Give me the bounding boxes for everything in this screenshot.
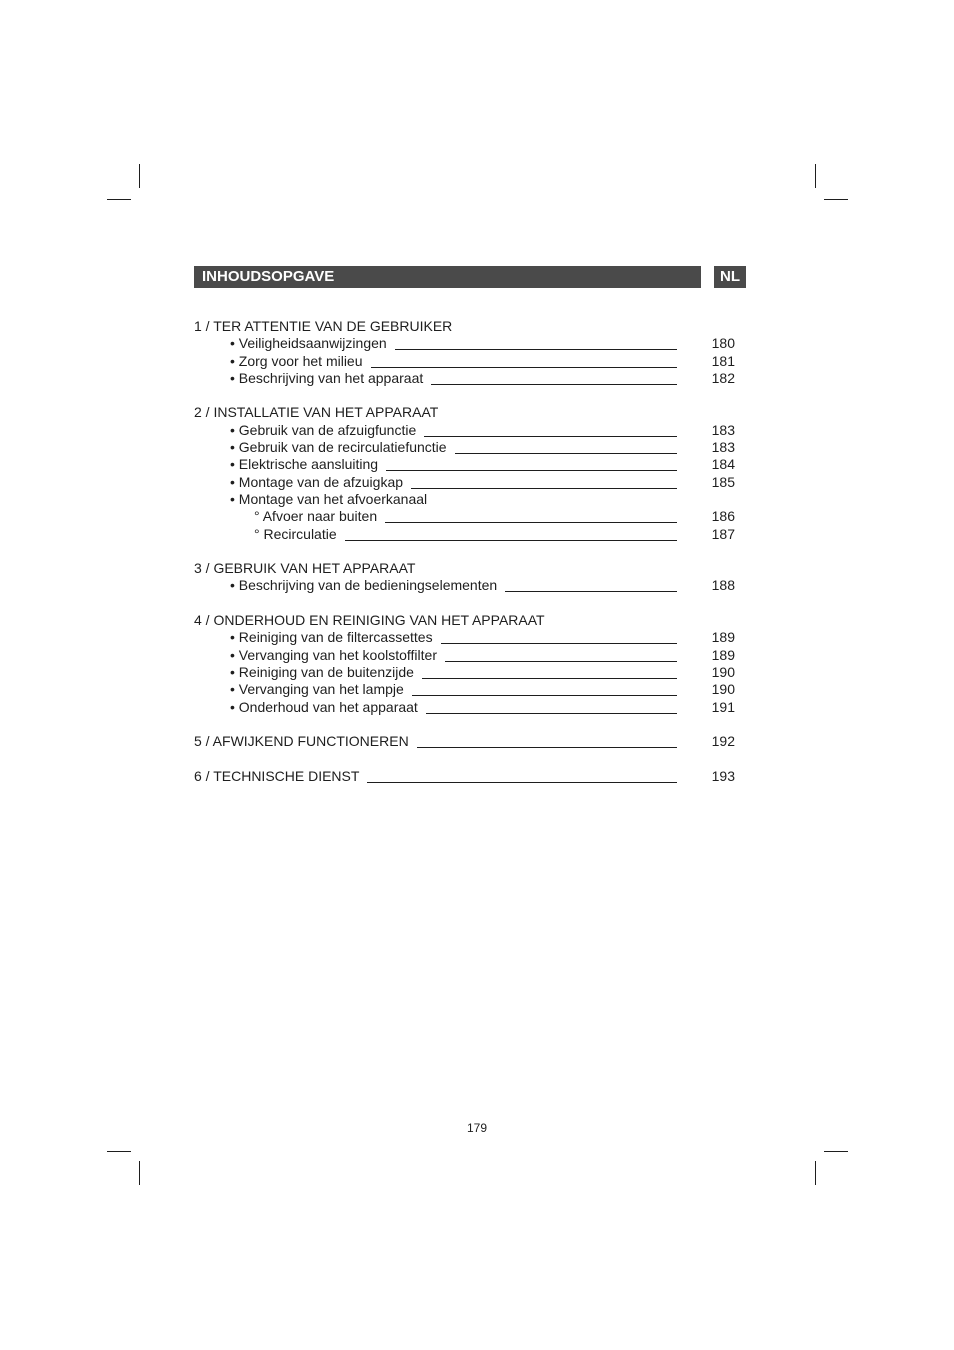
toc-entry[interactable]	[194, 491, 754, 508]
leader-line	[424, 436, 677, 437]
toc-entry[interactable]	[194, 647, 754, 664]
toc-entry-label: • Gebruik van de afzuigfunctie	[230, 421, 417, 438]
toc-entry-label: • Montage van de afzuigkap	[230, 473, 404, 490]
crop-mark	[139, 1161, 140, 1185]
toc-section-title[interactable]: 6 / TECHNISCHE DIENST 193	[194, 767, 735, 784]
leader-line	[411, 488, 677, 489]
toc-entry[interactable]	[194, 699, 754, 716]
leader-line	[386, 470, 677, 471]
toc-entry-label: • Vervanging van het lampje	[230, 681, 404, 698]
toc-entry-page: 187	[711, 525, 735, 542]
toc-entry-label: • Gebruik van de recirculatiefunctie	[230, 439, 447, 456]
toc-entry[interactable]	[194, 456, 754, 473]
toc-entry-label: • Reiniging van de filtercassettes	[230, 629, 433, 646]
toc-section-title[interactable]: 3 / GEBRUIK VAN HET APPARAAT	[194, 560, 416, 577]
toc-header-bar	[194, 266, 701, 288]
toc-section-title[interactable]: 5 / AFWIJKEND FUNCTIONEREN 192	[194, 733, 735, 750]
toc-section-title[interactable]: 4 / ONDERHOUD EN REINIGING VAN HET APPARAAT	[194, 612, 545, 629]
toc-entry-label: • Beschrijving van het apparaat	[230, 369, 424, 386]
toc-entry[interactable]	[194, 681, 754, 698]
toc-entry-page: 180	[711, 335, 735, 352]
leader-line	[395, 349, 677, 350]
crop-mark	[139, 164, 140, 188]
toc-section	[194, 560, 754, 595]
toc-entry-page: 188	[711, 577, 735, 594]
toc-entry-label: • Veiligheidsaanwijzingen	[230, 335, 387, 352]
toc-entry-label: ° Afvoer naar buiten	[254, 508, 378, 525]
page-number: 179	[466, 1121, 488, 1135]
toc-entry-page: 181	[711, 352, 735, 369]
leader-line	[505, 591, 677, 592]
toc-entry-page: 192	[711, 733, 735, 750]
toc-entry[interactable]	[194, 629, 754, 646]
toc-entry-page: 189	[711, 629, 735, 646]
toc-entry-label: • Zorg voor het milieu	[230, 352, 363, 369]
leader-line	[445, 661, 677, 662]
leader-line	[426, 713, 677, 714]
toc-entry-label: • Elektrische aansluiting	[230, 456, 379, 473]
table-of-contents	[194, 318, 754, 802]
toc-entry[interactable]	[194, 664, 754, 681]
leader-line	[371, 367, 677, 368]
toc-entry-label: • Beschrijving van de bedieningselementen	[230, 577, 498, 594]
toc-section	[194, 733, 754, 750]
leader-line	[431, 384, 677, 385]
crop-mark	[815, 164, 816, 188]
toc-entry[interactable]	[194, 335, 754, 352]
toc-entry-label: • Montage van het afvoerkanaal	[230, 490, 428, 507]
leader-line	[345, 540, 677, 541]
toc-entry-label: • Reiniging van de buitenzijde	[230, 663, 414, 680]
leader-line	[367, 782, 677, 783]
crop-mark	[824, 199, 848, 200]
toc-entry[interactable]	[194, 370, 754, 387]
toc-entry-page: 190	[711, 663, 735, 680]
crop-mark	[824, 1151, 848, 1152]
leader-line	[412, 695, 677, 696]
toc-entry-page: 182	[711, 369, 735, 386]
toc-section-title[interactable]: 2 / INSTALLATIE VAN HET APPARAAT	[194, 404, 439, 421]
toc-entry-label: • Vervanging van het koolstoffilter	[230, 646, 437, 663]
toc-entry-page: 184	[711, 456, 735, 473]
toc-section-title[interactable]: 1 / TER ATTENTIE VAN DE GEBRUIKER	[194, 318, 453, 334]
toc-entry-label: ° Recirculatie	[254, 525, 337, 542]
toc-subentry[interactable]	[194, 526, 754, 543]
leader-line	[422, 678, 677, 679]
toc-section	[194, 768, 754, 785]
toc-entry-page: 190	[711, 681, 735, 698]
toc-section	[194, 404, 754, 542]
toc-entry[interactable]	[194, 439, 754, 456]
toc-entry[interactable]	[194, 353, 754, 370]
toc-entry-page: 193	[711, 767, 735, 784]
toc-entry-page: 186	[711, 508, 735, 525]
leader-line	[441, 643, 677, 644]
toc-entry-page: 185	[711, 473, 735, 490]
toc-entry[interactable]	[194, 474, 754, 491]
toc-title: INHOUDSOPGAVE	[202, 268, 335, 285]
toc-entry[interactable]	[194, 577, 754, 594]
toc-entry-page: 183	[711, 421, 735, 438]
crop-mark	[107, 1151, 131, 1152]
toc-subentry[interactable]	[194, 508, 754, 525]
toc-section	[194, 318, 754, 387]
leader-line	[455, 453, 677, 454]
toc-entry[interactable]	[194, 422, 754, 439]
language-badge: NL	[714, 266, 746, 288]
toc-entry-page: 189	[711, 646, 735, 663]
toc-section	[194, 612, 754, 716]
crop-mark	[815, 1161, 816, 1185]
leader-line	[385, 522, 677, 523]
toc-entry-label: • Onderhoud van het apparaat	[230, 698, 418, 715]
leader-line	[417, 747, 677, 748]
crop-mark	[107, 199, 131, 200]
toc-entry-page: 183	[711, 439, 735, 456]
toc-entry-page: 191	[711, 698, 735, 715]
